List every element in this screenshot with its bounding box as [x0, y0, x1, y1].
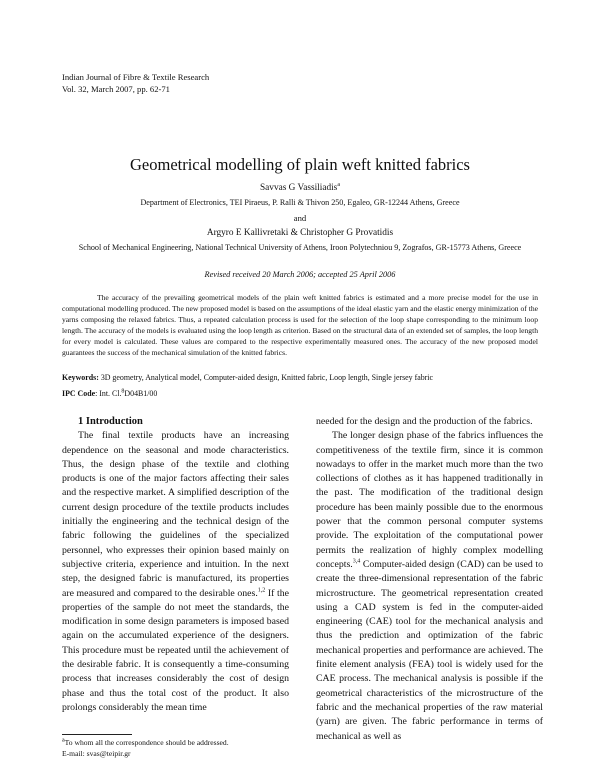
citation-1-2: 1,2	[257, 587, 266, 594]
footnote	[62, 737, 229, 759]
author-line-2: Argyro E Kallivretaki & Christopher G Provatidis	[206, 228, 394, 238]
column-right	[316, 415, 543, 744]
journal-name: Indian Journal of Fibre & Textile Research	[62, 72, 210, 82]
footnote-text-1: To whom all the correspondence should be addressed.	[64, 738, 229, 747]
affiliation-2: School of Mechanical Engineering, National Technical University of Athens, Iroon Polytechniou 9, Zografos, GR-15773 Athens, Greece	[78, 243, 522, 252]
ipc-sup: 8	[121, 388, 125, 395]
abstract: The accuracy of the prevailing geometrical models of the plain weft knitted fabrics is estimated and a more precise model for the use in computational modelling produced. The new proposed model is based on the assumptions of the ideal elastic yarn and the elastic energy minimization of the yarns composing the relaxed fabrics. Thus, a repeated calculation process is used for the selection of the loop shape corresponding to the minimum loop length. The accuracy of the models is evaluated using the loop length as criterion. Based on the structural data of an extended set of samples, the loop length for every model is calculated. These values are compared to the respective experimentally measured ones. The accuracy of the new proposed model guarantees the success of the mechanical simulation of the knitted fabrics.	[62, 293, 538, 357]
author-mark: a	[337, 181, 340, 188]
footnote-rule	[62, 734, 132, 735]
intro-p2a: The longer design phase of the fabrics influences the competitiveness of the textile firm, since it is common nowadays to offer in the market much more than the two collections of clothes as it has happened traditionally in the past. The modification of the traditional design procedure has been mainly possible due to the enormous power that the common personal computer systems provide. The exploitation of the computational power permits the realization of highly complex modelling concepts.	[316, 430, 543, 570]
intro-paragraph-2	[316, 429, 543, 744]
keywords-text: 3D geometry, Analytical model, Computer-aided design, Knitted fabric, Loop length, Single jersey fabric	[100, 373, 433, 382]
author-and: and	[293, 213, 307, 223]
ipc-text-post: D04B1/00	[124, 389, 158, 398]
revised-dates: Revised received 20 March 2006; accepted 25 April 2006	[204, 270, 396, 279]
keywords-label: Keywords:	[62, 373, 99, 382]
ipc-code	[62, 389, 157, 398]
citation-3-4: 3,4	[352, 558, 361, 565]
section-heading: 1 Introduction	[78, 416, 143, 427]
intro-p2b: Computer-aided design (CAD) can be used to create the three-dimensional representation of the fabric microstructure. The geometrical representation created using a CAD system is fed in the computer-aided engineering (CAE) tool for the mechanical analysis and thus the prediction and optimization of the fabric mechanical properties and performance are achieved. The finite element analysis (FEA) tool is widely used for the CAE process. The mechanical analysis is possible if the geometrical characteristics of the microstructure of the fabric and the mechanical properties of the raw material (yarn) are given. The fabric performance in terms of mechanical as well as	[316, 558, 543, 742]
intro-paragraph-1	[62, 429, 289, 715]
journal-header	[62, 71, 209, 95]
footnote-line-1	[62, 737, 229, 748]
ipc-label: IPC Code	[62, 389, 96, 398]
paper-title: Geometrical modelling of plain weft knitted fabrics	[130, 155, 470, 174]
keywords	[62, 373, 538, 382]
affiliation-1: Department of Electronics, TEI Piraeus, P. Ralli & Thivon 250, Egaleo, GR-12244 Athens, Greece	[140, 198, 460, 207]
intro-paragraph-1-cont: needed for the design and the production of the fabrics.	[316, 416, 533, 427]
intro-p1b: If the properties of the sample do not meet the standards, the modification in some design parameters is imposed based again on the accumulated experience of the designers. This procedure must be repeated until the achievement of the desirable fabric. It is consequently a time-consuming process that increases considerably the cost of design phase and thus the total cost of the product. It also prolongs considerably the mean time	[62, 587, 289, 713]
footnote-line-2: E-mail: svas@teipir.gr	[62, 749, 131, 758]
ipc-text-pre: : Int. Cl.	[95, 389, 122, 398]
author-first: Savvas G Vassiliadis	[260, 183, 338, 193]
footnote-mark: a	[62, 737, 65, 744]
intro-p1a: The final textile products have an increasing dependence on the seasonal and mode characteristics. Thus, the design phase of the textile and clothing products is one of the major factors affecting their sales and the respective market. A simplified description of the current design procedure of the textile products includes initially the engineering and the technical design of the fabric following the guidelines of the specialized personnel, who expresses their opinion based mainly on subjective criteria, experience and intuition. In the next step, the designed fabric is manufactured, its properties are measured and compared to the desirable ones.	[62, 430, 289, 599]
column-left	[62, 415, 289, 715]
journal-volume: Vol. 32, March 2007, pp. 62-71	[62, 84, 170, 94]
author-line-1	[40, 183, 560, 193]
